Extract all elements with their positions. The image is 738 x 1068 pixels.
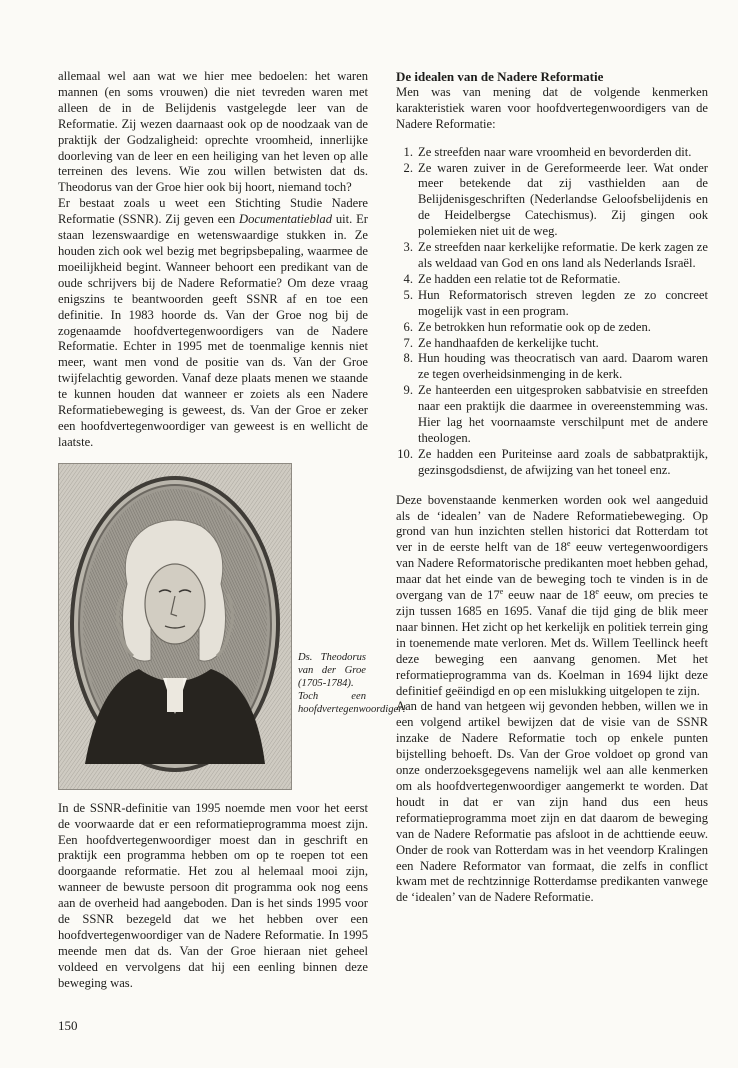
publication-title: Documentatieblad <box>238 212 333 227</box>
list-number: 9. <box>403 383 413 398</box>
paragraph-text: eeuw naar de 18 <box>503 588 596 603</box>
list-item <box>396 272 708 288</box>
paragraph <box>396 493 708 700</box>
paragraph-text: Er bestaat zoals u weet een Stichting Studie Nadere Reformatie (SSNR). Zij geven een <box>58 196 368 227</box>
list-item-text: Ze waren zuiver in de Gereformeerde leer. Wat onder meer betekende dat zij vasthielden aan de Belijdenisgeschriften (Nederlandse Geloofsbelijdenis en de Heidelbergse Catechismus). Zij gingen ook polemieken niet uit de weg. <box>418 160 708 239</box>
list-item <box>396 240 708 272</box>
paragraph: Aan de hand van hetgeen wij gevonden hebben, willen we in een volgend artikel bewijzen dat de visie van de SSNR inzake de Nadere Reformatie toch op enkele punten bijstelling behoeft. Ds. Van der Groe voldoet op grond van onze onderzoeksgegevens namelijk wel aan alle kenmerken om als hoofdvertegenwoordiger aangemerkt te worden. Dat houdt in dat er van zijn hand dus een heus reformatieprogramma moet zijn en dat daarom de beweging van de Nadere Reformatie pas afsloot in de achttiende eeuw. Onder de rook van Rotterdam was in het veendorp Kralingen een Nadere Reformator van formaat, die zelfs in conflict kwam met de rechtzinnige Rotterdamse predikanten vanwege de ‘idealen’ van de Nadere Reformatie. <box>396 699 708 905</box>
list-item <box>396 447 708 479</box>
superscript: e <box>499 586 504 596</box>
list-number: 2. <box>403 160 413 175</box>
list-item-text: Ze streefden naar ware vroomheid en bevorderden dit. <box>418 144 692 159</box>
list-item-text: Hun houding was theocratisch van aard. Daarom waren ze tegen overheidsinmenging in de kerk. <box>418 351 708 382</box>
list-number: 1. <box>403 144 413 159</box>
paragraph: In de SSNR-definitie van 1995 noemde men voor het eerst de voorwaarde dat er een reformatieprogramma moest zijn. Een hoofdvertegenwoordiger moest dan in geschrift en praktijk een programma hebben om op te roepen tot een doorgaande reformatie. Het zou al helemaal mooi zijn, wanneer de bewuste persoon dit programma ook nog eens aan de overheid had aangeboden. Dan is het sinds 1995 voor de SSNR bezegeld dat we het hebben over een hoofdvertegenwoordiger van de Nadere Reformatie. In 1995 meende men dat ds. Van der Groe hieraan niet geheel voldeed en vervolgens dat hij een eenling binnen deze beweging was. <box>58 800 368 990</box>
figure <box>58 463 406 793</box>
list-number: 5. <box>403 287 413 302</box>
page-number: 150 <box>58 1018 78 1033</box>
list-item <box>396 320 708 336</box>
superscript: e <box>566 539 571 549</box>
superscript: e <box>595 586 599 596</box>
list-item <box>396 161 708 241</box>
list-item <box>396 336 708 352</box>
list-item-text: Hun Reformatorisch streven legden ze zo concreet mogelijk vast in een program. <box>418 287 708 318</box>
list-item-text: Ze streefden naar kerkelijke reformatie. De kerk zagen ze als weldaad van God en ons land als Nederlands Israël. <box>418 240 708 270</box>
right-column <box>396 69 708 906</box>
list-item-text: Ze hanteerden een uitgesproken sabbatvisie en streefden naar een praktijk die daarmee in overeenstemming was. Hier lag het voornaamste verschilpunt met de andere theologen. <box>418 383 708 445</box>
list-item <box>396 351 708 383</box>
paragraph: allemaal wel aan wat we hier mee bedoelen: het waren mannen (en soms vrouwen) die niet tevreden waren met alleen de in de Belijdenis vastgelegde leer van de Reformatie. Zij wezen daarnaast ook op de noodzaak van de praktijk der Godzaligheid: oprechte vroomheid, innerlijke doorleving van de leer en een heiliging van het leven op alle terreinen des levens. Wie zou willen betwisten dat ds. Theodorus van der Groe hier ook bij hoort, niemand toch? <box>58 69 368 195</box>
list-number: 3. <box>403 240 413 255</box>
figure-caption: Ds. Theodorus van der Groe (1705-1784). Toch een hoofdvertegenwoordiger! <box>298 651 406 715</box>
list-item-text: Ze hadden een Puriteinse aard zoals de sabbatpraktijk, gezinsgodsdienst, de afwijzing van het toneel enz. <box>418 446 708 477</box>
list-item <box>396 145 708 161</box>
list-number: 4. <box>403 271 413 286</box>
list-number: 6. <box>403 319 413 334</box>
section-heading: De idealen van de Nadere Reformatie <box>396 69 604 84</box>
engraving-illustration <box>59 464 291 789</box>
list-item <box>396 383 708 447</box>
paragraph-text: Deze bovenstaande kenmerken worden ook wel aangeduid als de ‘idealen’ van de Nadere Reformatiebeweging. Op grond van hun inzichten stellen historici dat Rotterdam tot ver in de eerste helft van de 18 <box>396 492 708 555</box>
list-number: 7. <box>403 335 413 350</box>
paragraph-text: uit. Er staan lezenswaardige en wetenswaardige stukken in. Ze houden zich ook wel bezig met begripsbepaling, waarmee de moeilijkheid begint. Wanneer behoort een predikant van de oude schrijvers bij de Nadere Reformatie? Om deze vraag enigszins te beantwoorden geeft SSNR af en toe een definitie. In 1983 hoorde ds. Van der Groe nog bij de zogenaamde hoofdvertegenwoordigers van de Nadere Reformatie. Echter in 1995 met de toenmalige kennis niet meer, want men vond de positie van ds. Van der Groe twijfelachtig geworden. Vanaf deze plaats menen we staande te kunnen houden dat wanneer er zoiets als een Nadere Reformatiebeweging is geweest, ds. Van der Groe er zeker een hoofdvertegenwoordiger van geweest is en wellicht de laatste. <box>58 212 368 449</box>
paragraph-text: eeuw, om precies te zijn tussen 1685 en 1695. Vanaf die tijd ging de blik meer naar binnen. Het zicht op het kerkelijk en politiek terrein ging in toenemende mate verloren. Met ds. Willem Teellinck heeft deze beweging een aanvang genomen. Met het reformatieprogramma van ds. Koelman in 1694 lijkt deze definitief geëindigd en op een mislukking uitgelopen te zijn. <box>396 588 708 698</box>
list-number: 8. <box>403 351 413 366</box>
list-item-text: Ze handhaafden de kerkelijke tucht. <box>418 335 599 350</box>
list-item-text: Ze betrokken hun reformatie ook op de zeden. <box>418 319 651 334</box>
list-number: 10. <box>397 446 413 461</box>
paragraph <box>58 196 368 451</box>
portrait-image <box>58 463 292 790</box>
paragraph: Men was van mening dat de volgende kenmerken karakteristiek waren voor hoofdvertegenwoordigers van de Nadere Reformatie: <box>396 84 708 131</box>
criteria-list <box>396 145 708 479</box>
list-item <box>396 288 708 320</box>
paragraph-text: eeuw vertegenwoordigers van Nadere Reformatorische predikanten moet hebben gehad, maar dat het einde van de beweging toch te vinden is in de overgang van de 17 <box>396 540 708 603</box>
list-item-text: Ze hadden een relatie tot de Reformatie. <box>418 271 621 286</box>
